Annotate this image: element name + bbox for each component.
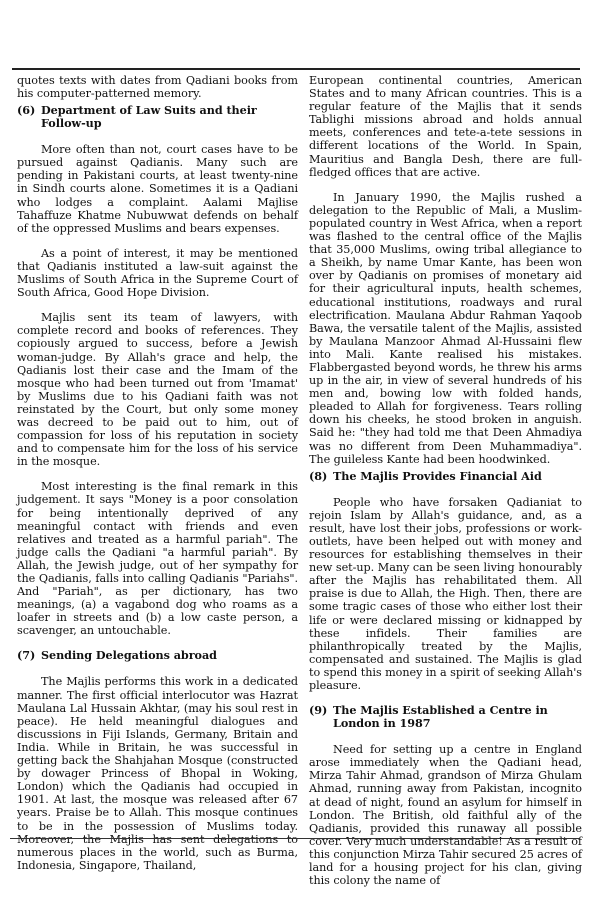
section-8-title: The Majlis Provides Financial Aid — [333, 468, 542, 483]
section-7-paragraph: The Majlis performs this work in a dedicated manner. The first official interlocutor was Hazrat Maulana Lal Hussain Akhtar, (may his soul rest in peace). He held meaningful dialogues and discussions in Fiji Islands, Germany, Britain and India. While in Britain, he was successful in getting back the Shahjahan Mosque (constructed by dowager Princess of Bhopal in Woking, London) which the Qadianis had occupied in 1901. At last, the mosque was released after 67 years. Praise be to Allah. This mosque continues to be in the possession of Muslims today. Moreover, the Majlis has sent delegations to numerous places in the world, such as Burma, Indonesia, Singapore, Thailand, — [17, 675, 298, 872]
right-column — [309, 74, 582, 899]
section-7-title: Sending Delegations abroad — [41, 648, 217, 663]
section-9-title: The Majlis Established a Centre in London in 1987 — [333, 703, 548, 731]
section-6-paragraph: Most interesting is the final remark in this judgement. It says "Money is a poor consolation for being intentionally deprived of any meaningful contact with friends and even relatives and treated as a harmful pariah". The judge calls the Qadiani "a harmful pariah". By Allah, the Jewish judge, out of her sympathy for the Qadianis, falls into calling Qadianis "Pariahs". And "Pariah", as per dictionary, has two meanings, (a) a vagabond dog who roams as a loafer in streets and (b) a low caste person, a scavenger, an untouchable. — [17, 480, 298, 638]
left-column — [17, 74, 298, 884]
section-6-number: (6) — [17, 103, 36, 118]
continuation-paragraph: European continental countries, American States and to many African countries. This is a regular feature of the Majlis that it sends Tablighi missions abroad and holds annual meets, conferences and tete-a-tete sessions in different locations of the World. In Spain, Mauritius and Bangla Desh, there are full-fledged offices that are active. — [309, 74, 582, 179]
section-7-heading — [17, 649, 298, 662]
section-9-paragraph: Need for setting up a centre in England arose immediately when the Qadiani head, Mirza Tahir Ahmad, grandson of Mirza Ghulam Ahmad, running away from Pakistan, incognito at dead of night, found an asylum for himself in London. The British, old faithful ally of the Qadianis, provided this runaway all possible cover. Very much understandable! As a result of this conjunction Mirza Tahir secured 25 acres of land for a housing project for his clan, giving this colony the name of — [309, 743, 582, 888]
section-6-heading — [17, 104, 298, 130]
bottom-rule — [10, 838, 580, 839]
top-rule — [12, 68, 580, 70]
mali-delegation-paragraph: In January 1990, the Majlis rushed a delegation to the Republic of Mali, a Muslim-populated country in West Africa, when a report was flashed to the central office of the Majlis that 35,000 Muslims, owing tribal allegiance to a Sheikh, by name Umar Kante, has been won over by Qadianis on promises of monetary aid for their agricultural inputs, health schemes, educational institutions, roadways and rural electrification. Maulana Abdur Rahman Yaqoob Bawa, the versatile talent of the Majlis, assisted by Maulana Manzoor Ahmad Al-Hussaini flew into Mali. Kante realised his mistakes. Flabbergasted beyond words, he threw his arms up in the air, in view of several hundreds of his men and, bowing low with folded hands, pleaded to Allah for forgiveness. Tears rolling down his cheeks, he stood broken in anguish. Said he: "they had told me that Deen Ahmadiya was no different from Deen Muhammadiya". The guileless Kante had been hoodwinked. — [309, 190, 582, 466]
section-6-paragraph: As a point of interest, it may be mentioned that Qadianis instituted a law-suit against the Muslims of South Africa in the Supreme Court of South Africa, Good Hope Division. — [17, 246, 298, 300]
section-8-paragraph: People who have forsaken Qadianiat to rejoin Islam by Allah's guidance, and, as a result, have lost their jobs, professions or work-outlets, have been helped out with money and resources for establishing themselves in their new set-up. Many can be seen living honourably after the Majlis has rehabilitated them. All praise is due to Allah, the High. Then, there are some tragic cases of those who either lost their life or were declared missing or kidnapped by these infidels. Their families are philanthropically treated by the Majlis, compensated and sustained. The Majlis is glad to spend this money in a spirit of seeking Allah's pleasure. — [309, 495, 583, 693]
section-9-number: (9) — [309, 703, 328, 718]
section-9-heading — [309, 704, 582, 730]
section-6-title: Department of Law Suits and their Follow-up — [41, 103, 257, 131]
section-8-number: (8) — [309, 468, 328, 483]
section-6-paragraph: Majlis sent its team of lawyers, with complete record and books of references. They copiously argued to success, before a Jewish woman-judge. By Allah's grace and help, the Qadianis lost their case and the Imam of the mosque who had been turned out from 'Imamat' by Muslims due to his Qadiani faith was not reinstated by the Court, but only some money was decreed to be paid out to him, out of compassion for loss of his reputation in society and to compensate him for the loss of his service in the mosque. — [17, 311, 298, 469]
intro-paragraph: quotes texts with dates from Qadiani books from his computer-patterned memory. — [17, 74, 298, 101]
section-7-number: (7) — [17, 648, 36, 663]
section-6-paragraph: More often than not, court cases have to be pursued against Qadianis. Many such are pending in Pakistani courts, at least twenty-nine in Sindh courts alone. Sometimes it is a Qadiani who lodges a complaint. Aalami Majlise Tahaffuze Khatme Nubuwwat defends on behalf of the oppressed Muslims and bears expenses. — [17, 143, 298, 235]
section-8-heading — [309, 470, 582, 483]
